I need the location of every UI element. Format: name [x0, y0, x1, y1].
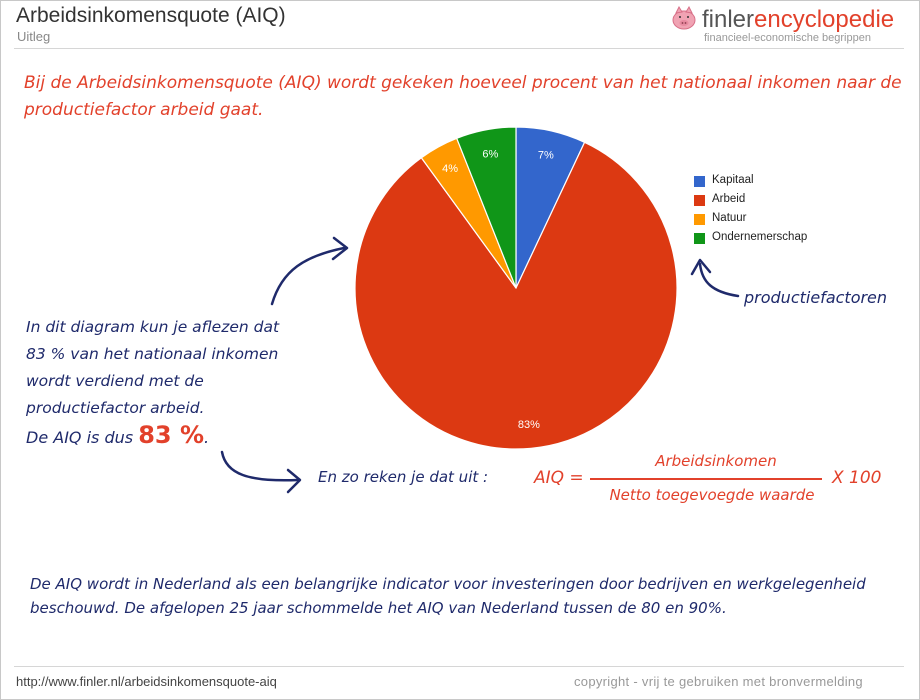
page-subtitle: Uitleg — [17, 29, 51, 44]
intro-text: Bij de Arbeidsinkomensquote (AIQ) wordt gekeken hoeveel procent van het nationaal inkomen naar de productiefactor arbeid gaat. — [24, 73, 902, 120]
productiefactoren-label: productiefactoren — [744, 288, 888, 307]
legend-label: Ondernemerschap — [712, 231, 808, 243]
arrow-to-pie-icon — [272, 238, 347, 304]
legend-label: Natuur — [712, 212, 747, 224]
legend-label: Arbeid — [712, 193, 746, 205]
aiq-value: 83 % — [138, 421, 204, 449]
aiq-prefix: De AIQ is dus — [26, 428, 134, 447]
pie-label-natuur: 4% — [442, 163, 459, 176]
explanation-line-2: 83 % van het nationaal inkomen — [26, 345, 279, 363]
aiq-suffix: . — [204, 428, 210, 447]
bottom-text: De AIQ wordt in Nederland als een belangrijke indicator voor investeringen door bedrijven en werkgelegenheid beschouwd. De afgelopen 25 jaar schommelde het AIQ van Nederland tussen de 80 en 90%. — [30, 575, 866, 617]
legend-label: Kapitaal — [712, 174, 754, 186]
explanation-line-1: In dit diagram kun je aflezen dat — [26, 318, 280, 336]
pie-label-arbeid: 83% — [517, 419, 540, 432]
formula-denominator: Netto toegevoegde waarde — [609, 486, 815, 504]
pie-label-ondernemerschap: 6% — [482, 148, 499, 161]
calc-label: En zo reken je dat uit : — [318, 468, 489, 486]
footer-url-link[interactable]: http://www.finler.nl/arbeidsinkomensquote-aiq — [16, 674, 277, 689]
pie-label-kapitaal: 7% — [537, 149, 554, 162]
footer-copyright: copyright - vrij te gebruiken met bronvermelding — [574, 674, 863, 689]
formula-numerator: Arbeidsinkomen — [655, 452, 777, 470]
page-title: Arbeidsinkomensquote (AIQ) — [16, 4, 286, 27]
logo-part-finler: finler — [702, 6, 755, 33]
footer-divider — [14, 666, 904, 667]
arrow-to-formula-icon — [222, 452, 300, 492]
logo-part-encyclopedie: encyclopedie — [754, 6, 895, 33]
logo-tagline: financieel-economische begrippen — [704, 32, 871, 44]
explanation-line-4: productiefactor arbeid. — [26, 399, 205, 417]
arrow-to-legend-icon — [692, 260, 738, 296]
explanation-line-3: wordt verdiend met de — [26, 372, 204, 390]
formula-lhs: AIQ = — [534, 468, 584, 488]
formula-multiplier: X 100 — [832, 468, 882, 488]
